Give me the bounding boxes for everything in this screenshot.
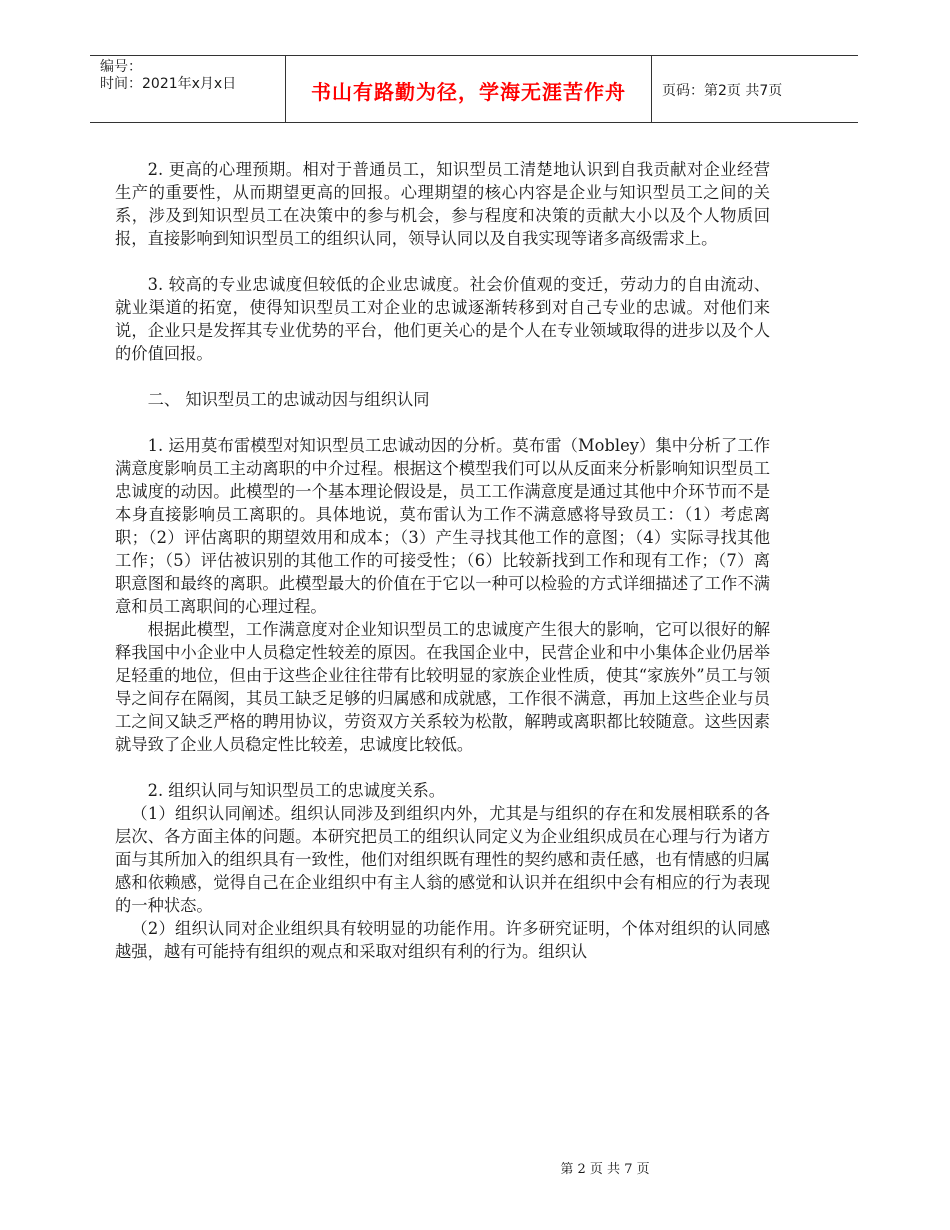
header-motto-cell — [285, 56, 652, 122]
page-footer: 第 2 页 共 7 页 — [560, 1162, 650, 1177]
paragraph-loyalty: 3. 较高的专业忠诚度但较低的企业忠诚度。社会价值观的变迁，劳动力的自由流动、就业渠道的拓宽，使得知识型员工对企业的忠诚逐渐转移到对自己专业的忠诚。对他们来说，企业只是发挥其专业优势的平台，他们更关心的是个人在专业领域取得的进步以及个人的价值回报。 — [115, 275, 770, 363]
paragraph-expectation: 2. 更高的心理预期。相对于普通员工，知识型员工清楚地认识到自我贡献对企业经营生产的重要性，从而期望更高的回报。心理期望的核心内容是企业与知识型员工之间的关系，涉及到知识型员工在决策中的参与机会，参与程度和决策的贡献大小以及个人物质回报，直接影响到知识型员工的组织认同，领导认同以及自我实现等诸多高级需求上。 — [115, 160, 770, 248]
document-number-label: 编号： — [100, 59, 142, 75]
header-page-info: 页码：第2页 共7页 — [662, 83, 783, 99]
document-time-label: 时间：2021年x月x日 — [100, 76, 237, 92]
paragraph-identity-heading: 2. 组织认同与知识型员工的忠诚度关系。 — [147, 781, 446, 800]
section-heading: 二、 知识型员工的忠诚动因与组织认同 — [147, 390, 430, 409]
paragraph-mobley-model: 1. 运用莫布雷模型对知识型员工忠诚动因的分析。莫布雷（Mobley）集中分析了工作满意度影响员工主动离职的中介过程。根据这个模型我们可以从反面来分析影响知识型员工忠诚度的动因。此模型的一个基本理论假设是，员工工作满意度是通过其他中介环节而不是本身直接影响员工离职的。具体地说，莫布雷认为工作不满意感将导致员工：（1）考虑离职；（2）评估离职的期望效用和成本；（3）产生寻找其他工作的意图；（4）实际寻找其他工作；（5）评估被识别的其他工作的可接受性；（6）比较新找到工作和现有工作；（7）离职意图和最终的离职。此模型最大的价值在于它以一种可以检验的方式详细描述了工作不满意和员工离职间的心理过程。 — [115, 436, 770, 616]
document-body — [115, 158, 770, 963]
paragraph-model-analysis: 根据此模型，工作满意度对企业知识型员工的忠诚度产生很大的影响，它可以很好的解释我国中小企业中人员稳定性较差的原因。在我国企业中，民营企业和中小集体企业仍居举足轻重的地位，但由于这些企业往往带有比较明显的家族企业性质，使其“家族外”员工与领导之间存在隔阂，其员工缺乏足够的归属感和成就感，工作很不满意，再加上这些企业与员工之间又缺乏严格的聘用协议，劳资双方关系较为松散，解聘或离职都比较随意。这些因素就导致了企业人员稳定性比较差，忠诚度比较低。 — [115, 620, 770, 754]
paragraph-identity-definition: （1）组织认同阐述。组织认同涉及到组织内外，尤其是与组织的存在和发展相联系的各层次、各方面主体的问题。本研究把员工的组织认同定义为企业组织成员在心理与行为诸方面与其所加入的组织具有一致性，他们对组织既有理性的契约感和责任感，也有情感的归属感和依赖感，觉得自己在企业组织中有主人翁的感觉和认识并在组织中会有相应的行为表现的一种状态。 — [115, 804, 770, 915]
paragraph-identity-function: （2）组织认同对企业组织具有较明显的功能作用。许多研究证明，个体对组织的认同感越强，越有可能持有组织的观点和采取对组织有利的行为。组织认 — [115, 919, 770, 961]
page-header — [90, 55, 858, 123]
header-page-cell — [652, 56, 858, 122]
header-motto: 书山有路勤为径，学海无涯苦作舟 — [311, 80, 626, 104]
header-meta — [90, 56, 285, 122]
